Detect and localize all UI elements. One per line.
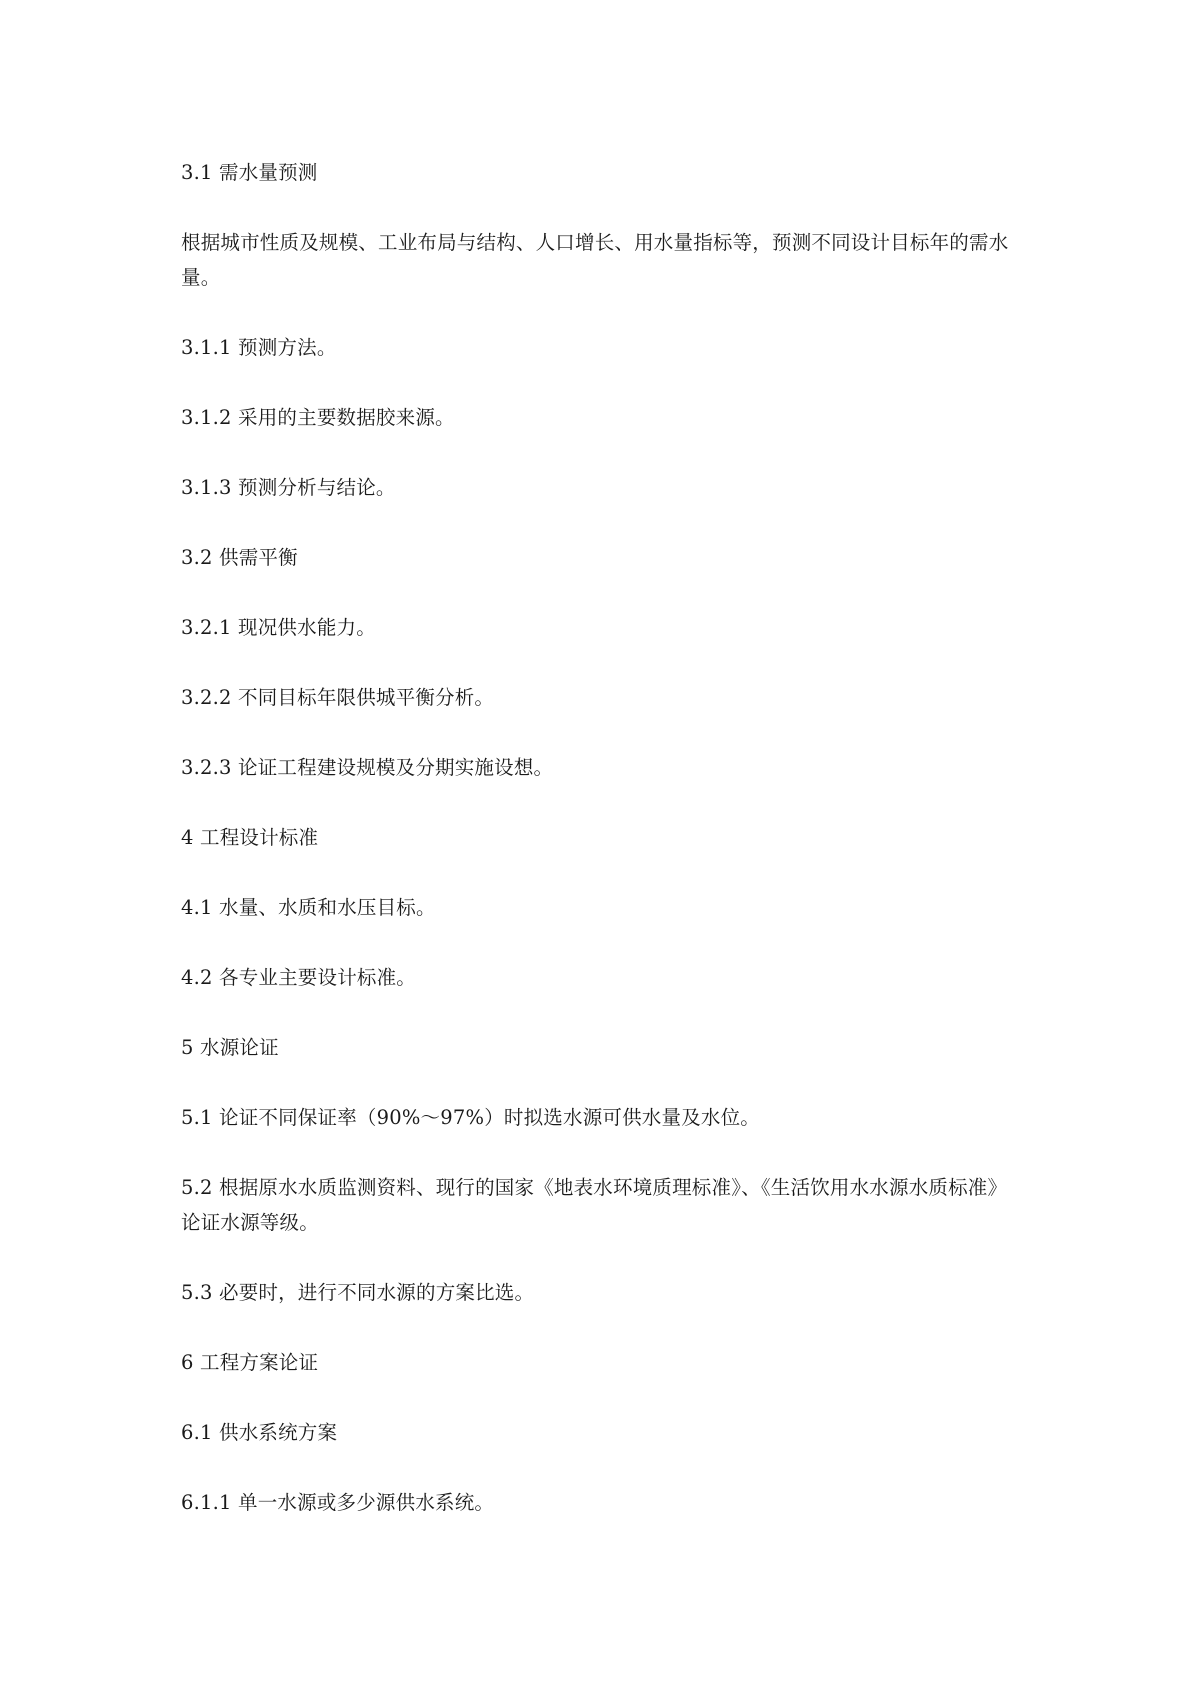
item-3-2-1: 3.2.1 现况供水能力。 (181, 616, 376, 639)
item-3-1-2: 3.1.2 采用的主要数据胶来源。 (181, 406, 455, 429)
item-6-1-1: 6.1.1 单一水源或多少源供水系统。 (181, 1491, 495, 1514)
document-body (181, 155, 1026, 1555)
section-heading-6: 6 工程方案论证 (181, 1351, 319, 1374)
item-5-1: 5.1 论证不同保证率（90%～97%）时拟选水源可供水量及水位。 (181, 1106, 760, 1129)
item-5-3: 5.3 必要时，进行不同水源的方案比选。 (181, 1281, 535, 1304)
section-heading-3-1: 3.1 需水量预测 (181, 161, 318, 184)
item-3-1-3: 3.1.3 预测分析与结论。 (181, 476, 396, 499)
item-4-1: 4.1 水量、水质和水压目标。 (181, 896, 436, 919)
section-heading-6-1: 6.1 供水系统方案 (181, 1421, 338, 1444)
paragraph-3-1-intro: 根据城市性质及规模、工业布局与结构、人口增长、用水量指标等，预测不同设计目标年的需水量。 (181, 231, 1009, 289)
item-4-2: 4.2 各专业主要设计标准。 (181, 966, 417, 989)
section-heading-3-2: 3.2 供需平衡 (181, 546, 298, 569)
item-3-1-1: 3.1.1 预测方法。 (181, 336, 337, 359)
item-3-2-3: 3.2.3 论证工程建设规模及分期实施设想。 (181, 756, 554, 779)
item-5-2: 5.2 根据原水水质监测资料、现行的国家《地表水环境质理标准》、《生活饮用水水源水质标准》论证水源等级。 (181, 1176, 1008, 1234)
section-heading-4: 4 工程设计标准 (181, 826, 319, 849)
item-3-2-2: 3.2.2 不同目标年限供城平衡分析。 (181, 686, 495, 709)
section-heading-5: 5 水源论证 (181, 1036, 279, 1059)
